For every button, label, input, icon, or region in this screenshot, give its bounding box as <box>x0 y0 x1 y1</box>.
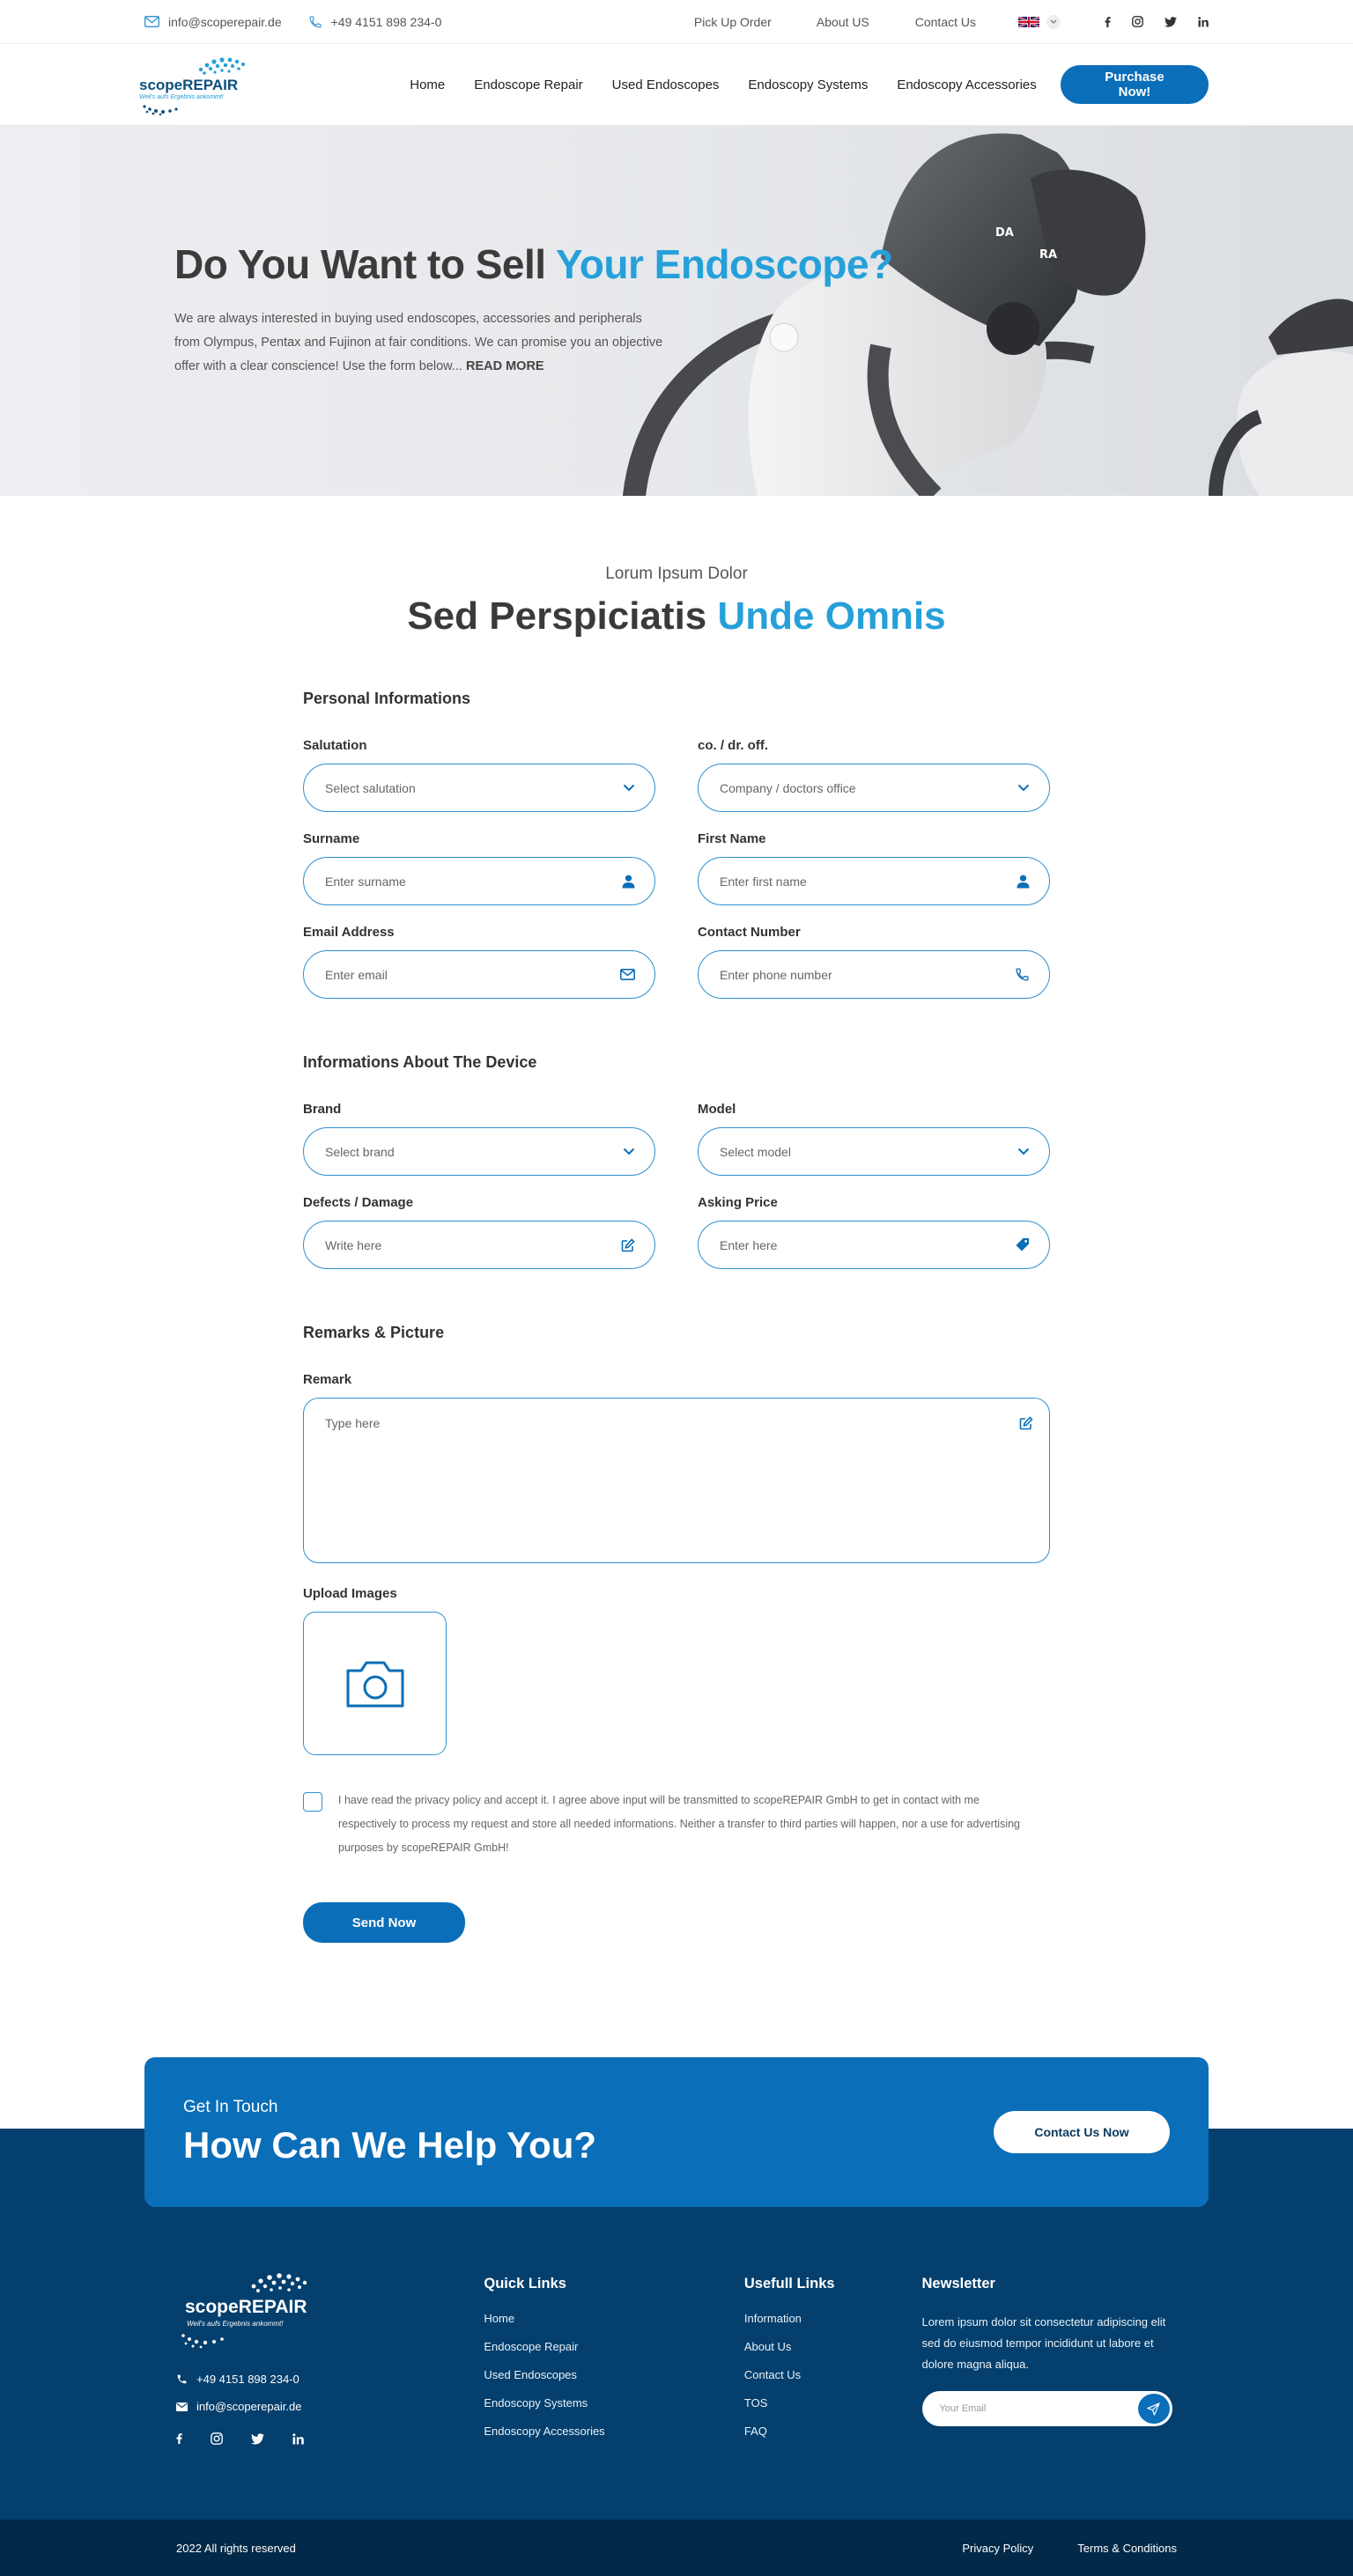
hero-title: Do You Want to Sell Your Endoscope? <box>174 241 893 287</box>
remarks-title: Remarks & Picture <box>303 1324 445 1341</box>
cta-banner <box>144 2057 1209 2207</box>
phone-icon <box>1015 967 1030 982</box>
footer-logo-wordmark: scopeREPAIR <box>185 2297 307 2317</box>
hero-text: We are always interested in buying used endoscopes, accessories and peripherals from Olympus, Pentax and Fujinon at fair conditions. We can promise you an objective offer with a clear conscience! Use the form below... READ MORE <box>174 312 663 373</box>
sell-endoscope-form <box>303 690 1050 1943</box>
top-phone-text: +49 4151 898 234-0 <box>330 14 442 29</box>
svg-text:DA: DA <box>995 226 1014 240</box>
footer-link-information[interactable]: Information <box>743 2312 802 2325</box>
price-tag-icon <box>1015 1237 1030 1252</box>
top-link-pickup[interactable]: Pick Up Order <box>693 14 772 29</box>
cta-subtitle: Get In Touch <box>183 2098 278 2116</box>
nav-endoscope-repair[interactable]: Endoscope Repair <box>474 77 583 92</box>
price-input[interactable]: Enter here <box>698 1221 1050 1269</box>
main-nav <box>0 44 1353 126</box>
newsletter-title: Newsletter <box>921 2276 995 2292</box>
top-phone[interactable] <box>308 15 442 29</box>
nav-home[interactable]: Home <box>410 77 446 92</box>
brand-select[interactable]: Select brand <box>303 1127 655 1176</box>
salutation-label: Salutation <box>303 738 367 753</box>
model-label: Model <box>698 1102 736 1117</box>
logo-tagline: Weil's aufs Ergebnis ankommt! <box>139 93 224 100</box>
footer-link-used-endoscopes[interactable]: Used Endoscopes <box>484 2368 577 2381</box>
mail-icon <box>620 969 635 980</box>
model-select[interactable]: Select model <box>698 1127 1050 1176</box>
chevron-down-icon <box>1017 1148 1030 1155</box>
chevron-down-icon <box>623 784 635 792</box>
useful-links-title: Usefull Links <box>743 2276 835 2292</box>
copyright-text: 2022 All rights reserved <box>176 2541 296 2555</box>
phone-icon <box>308 15 322 29</box>
top-email-text: info@scoperepair.de <box>168 14 282 29</box>
twitter-icon[interactable] <box>1164 17 1177 27</box>
hero-banner <box>0 126 1353 496</box>
upload-label: Upload Images <box>303 1586 397 1601</box>
office-label: co. / dr. off. <box>698 738 769 753</box>
device-info-title: Informations About The Device <box>303 1053 537 1071</box>
footer-link-about[interactable]: About Us <box>743 2340 792 2353</box>
read-more-link[interactable]: READ MORE <box>465 359 544 373</box>
top-link-about[interactable]: About US <box>816 14 869 29</box>
top-email[interactable] <box>144 15 282 29</box>
email-label: Email Address <box>303 925 395 940</box>
footer-logo-tagline: Weil's aufs Ergebnis ankommt! <box>187 2320 284 2328</box>
newsletter-submit-button[interactable] <box>1138 2394 1170 2424</box>
phone-input[interactable]: Enter phone number <box>698 950 1050 999</box>
user-icon <box>622 875 635 889</box>
language-selector[interactable] <box>1018 15 1061 29</box>
linkedin-icon[interactable] <box>1198 17 1209 27</box>
top-bar <box>0 0 1353 44</box>
cta-title: How Can We Help You? <box>183 2124 597 2166</box>
terms-link[interactable]: Terms & Conditions <box>1077 2541 1177 2555</box>
instagram-icon[interactable] <box>1132 16 1143 27</box>
footer-link-tos[interactable]: TOS <box>743 2396 768 2410</box>
remark-textarea[interactable]: Type here <box>303 1398 1050 1563</box>
svg-text:RA: RA <box>1039 248 1058 262</box>
footer-phone[interactable]: +49 4151 898 234-0 <box>176 2373 484 2386</box>
phone-label: Contact Number <box>698 925 801 940</box>
quick-links-title: Quick Links <box>484 2276 566 2292</box>
privacy-consent-checkbox[interactable] <box>303 1792 322 1812</box>
site-logo[interactable] <box>139 54 254 115</box>
firstname-label: First Name <box>698 831 766 846</box>
linkedin-icon[interactable] <box>292 2433 304 2445</box>
footer-link-contact[interactable]: Contact Us <box>743 2368 802 2381</box>
privacy-consent-text: I have read the privacy policy and accept it. I agree above input will be transmitted to scopeREPAIR GmbH to get in contact with me respectively to process my request and store all needed informations. Neither a transfer to third parties will happen, nor a use for advertising purposes by scopeREPAIR GmbH! <box>338 1794 1021 1854</box>
footer-email[interactable]: info@scoperepair.de <box>176 2400 484 2413</box>
footer-link-home[interactable]: Home <box>484 2312 515 2325</box>
mail-icon <box>176 2403 188 2411</box>
twitter-icon[interactable] <box>251 2433 264 2445</box>
section-title: Sed Perspiciatis Unde Omnis <box>407 594 946 638</box>
section-subtitle: Lorum Ipsum Dolor <box>605 565 748 583</box>
footer <box>0 2207 1353 2520</box>
surname-label: Surname <box>303 831 360 846</box>
phone-icon <box>176 2373 188 2385</box>
defects-label: Defects / Damage <box>303 1195 414 1210</box>
nav-used-endoscopes[interactable]: Used Endoscopes <box>611 77 720 92</box>
upload-images-dropzone[interactable] <box>303 1612 447 1755</box>
footer-link-endoscopy-accessories[interactable]: Endoscopy Accessories <box>484 2425 605 2438</box>
chevron-down-icon <box>1017 784 1030 792</box>
instagram-icon[interactable] <box>211 2432 223 2445</box>
camera-icon <box>344 1658 406 1709</box>
remark-label: Remark <box>303 1372 352 1387</box>
send-icon <box>1147 2403 1160 2416</box>
office-select[interactable]: Company / doctors office <box>698 764 1050 812</box>
edit-icon <box>621 1238 635 1252</box>
chevron-down-icon <box>623 1148 635 1155</box>
newsletter-text: Lorem ipsum dolor sit consectetur adipiscing elit sed do eiusmod tempor incididunt ut labore et dolore magna aliqua. <box>921 2315 1166 2371</box>
surname-input[interactable]: Enter surname <box>303 857 655 905</box>
firstname-input[interactable]: Enter first name <box>698 857 1050 905</box>
chevron-down-icon <box>1046 15 1061 29</box>
price-label: Asking Price <box>698 1195 778 1210</box>
facebook-icon[interactable] <box>176 2433 182 2444</box>
brand-label: Brand <box>303 1102 342 1117</box>
mail-icon <box>144 16 159 27</box>
salutation-select[interactable]: Select salutation <box>303 764 655 812</box>
edit-icon <box>1019 1416 1033 1430</box>
uk-flag-icon <box>1018 16 1039 28</box>
nav-endoscopy-accessories[interactable]: Endoscopy Accessories <box>897 77 1037 92</box>
logo-wordmark: scopeREPAIR <box>139 76 239 93</box>
user-icon <box>1017 875 1030 889</box>
footer-link-endoscopy-systems[interactable]: Endoscopy Systems <box>484 2396 588 2410</box>
send-now-button[interactable]: Send Now <box>303 1902 465 1943</box>
newsletter-email-input[interactable]: Your Email <box>922 2391 1172 2426</box>
privacy-policy-link[interactable]: Privacy Policy <box>962 2541 1034 2555</box>
purchase-now-button[interactable]: Purchase Now! <box>1061 65 1209 104</box>
footer-bottom-bar <box>0 2520 1353 2576</box>
footer-link-endoscope-repair[interactable]: Endoscope Repair <box>484 2340 579 2353</box>
defects-input[interactable]: Write here <box>303 1221 655 1269</box>
nav-endoscopy-systems[interactable]: Endoscopy Systems <box>748 77 869 92</box>
top-link-contact[interactable]: Contact Us <box>914 14 976 29</box>
footer-logo[interactable] <box>176 2270 317 2350</box>
facebook-icon[interactable] <box>1105 17 1111 27</box>
contact-us-now-button[interactable]: Contact Us Now <box>994 2111 1170 2153</box>
email-input[interactable]: Enter email <box>303 950 655 999</box>
footer-link-faq[interactable]: FAQ <box>743 2425 767 2438</box>
personal-info-title: Personal Informations <box>303 690 471 707</box>
